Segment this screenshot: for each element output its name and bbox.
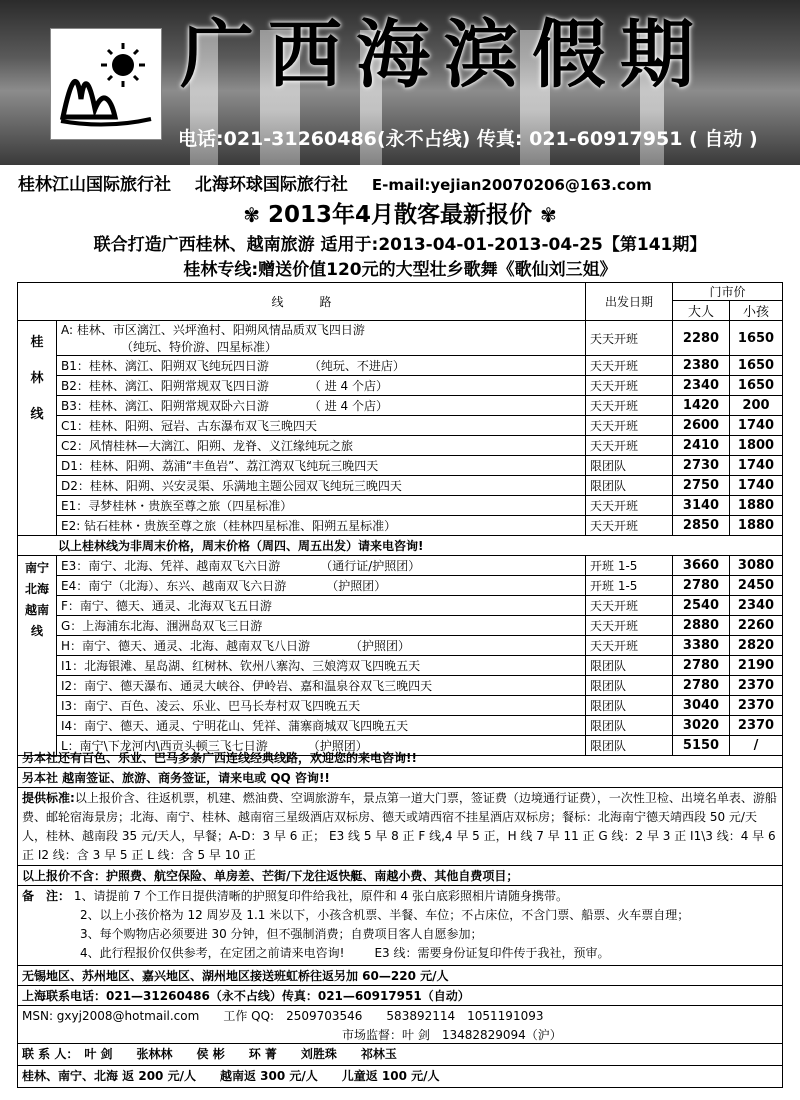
route-cell — [57, 496, 586, 516]
adult-price: 3660 — [673, 556, 730, 576]
note-2: 2、以上小孩价格为 12 周岁及 1.1 米以下，小孩含机票、半餐、车位；不占床位，不含门票、船票、火车票自理； — [80, 908, 690, 922]
ornament-icon: ✾ — [540, 203, 557, 227]
agency-1: 桂林江山国际旅行社 — [18, 175, 171, 195]
info-contact — [17, 986, 783, 1006]
route-cell — [57, 676, 586, 696]
child-price: 1880 — [730, 496, 783, 516]
adult-price: 2380 — [673, 356, 730, 376]
route-text: D1：桂林、阳朔、荔浦“丰鱼岩”、荔江湾双飞纯玩三晚四天 — [61, 459, 379, 473]
date-cell: 天天开班 — [586, 321, 673, 356]
table-row — [18, 476, 783, 496]
date-cell: 天天开班 — [586, 516, 673, 536]
price-table — [17, 282, 783, 756]
route-note: （护照团） — [326, 579, 387, 593]
date-cell: 天天开班 — [586, 596, 673, 616]
subtitle: 联合打造广西桂林、越南旅游 适用于:2013-04-01-2013-04-25【第141期】 — [93, 235, 707, 255]
mountain-sun-icon — [51, 29, 161, 139]
child-price: 1650 — [730, 321, 783, 356]
table-row — [18, 576, 783, 596]
note-4b: E3 线：需要身份证复印件传于我社，预审。 — [374, 946, 610, 960]
adult-price: 2880 — [673, 616, 730, 636]
route-text: B3：桂林、漓江、阳朔常规双卧六日游 — [61, 399, 269, 413]
info-provide — [17, 788, 783, 866]
adult-price: 2280 — [673, 321, 730, 356]
col-child: 小孩 — [730, 301, 783, 321]
route-cell — [57, 556, 586, 576]
msn: MSN: gxyj2008@hotmail.com — [22, 1009, 200, 1023]
date-cell: 开班 1-5 — [586, 556, 673, 576]
date-cell: 天天开班 — [586, 376, 673, 396]
adult-price: 2340 — [673, 376, 730, 396]
route-text: A: 桂林、市区漓江、兴坪渔村、阳朔风情品质双飞四日游 — [61, 323, 365, 337]
col-adult: 大人 — [673, 301, 730, 321]
route-text: F：南宁、德天、通灵、北海双飞五日游 — [61, 599, 272, 613]
child-price: 2370 — [730, 696, 783, 716]
region-label — [18, 321, 57, 536]
extra-routes: 另本社还有百色、乐业、巴马多条广西连线经典线路，欢迎您的来电咨询!! — [22, 751, 417, 765]
adult-price: 2780 — [673, 676, 730, 696]
provide-label: 提供标准: — [22, 791, 75, 805]
date-cell: 天天开班 — [586, 436, 673, 456]
child-price: 1740 — [730, 476, 783, 496]
child-price: 200 — [730, 396, 783, 416]
info-refund — [17, 1066, 783, 1088]
table-row — [18, 616, 783, 636]
region-char: 桂 — [30, 335, 44, 350]
table-row — [18, 456, 783, 476]
child-price: 1740 — [730, 416, 783, 436]
header-banner — [0, 0, 800, 165]
table-row — [18, 656, 783, 676]
date-cell: 限团队 — [586, 736, 673, 756]
route-text: E1：寻梦桂林・贵族至尊之旅（四星标准） — [61, 499, 293, 513]
guilin-rows — [18, 321, 783, 536]
header-contact: 电话:021-31260486(永不占线) 传真: 021-60917951 ( 自动 ) — [178, 128, 758, 150]
note-4: 4、此行程报价仅供参考，在定团之前请来电咨询! — [80, 946, 345, 960]
route-text: E4：南宁（北海）、东兴、越南双飞六日游 — [61, 579, 287, 593]
qq: 工作 QQ: 2509703546 583892114 1051191093 — [223, 1009, 544, 1023]
child-price: 2370 — [730, 676, 783, 696]
info-notes — [17, 886, 783, 966]
adult-price: 1420 — [673, 396, 730, 416]
info-exclude — [17, 866, 783, 886]
route-note: （通行证/护照团） — [320, 559, 421, 573]
route-cell — [57, 596, 586, 616]
date-cell: 限团队 — [586, 656, 673, 676]
date-cell: 限团队 — [586, 456, 673, 476]
route-text: I4：南宁、德天、通灵、宁明花山、凭祥、蒲寨商城双飞四晚五天 — [61, 719, 409, 733]
region-char: 南宁 — [24, 561, 49, 575]
notes-label: 备 注： — [22, 889, 71, 903]
route-text: E3：南宁、北海、凭祥、越南双飞六日游 — [61, 559, 281, 573]
child-price: 1740 — [730, 456, 783, 476]
adult-price: 3040 — [673, 696, 730, 716]
route-text: C2：风情桂林—大漓江、阳朔、龙脊、义江缘纯玩之旅 — [61, 439, 354, 453]
route-cell — [57, 696, 586, 716]
route-note: （护照团） — [307, 739, 368, 753]
child-price: 1880 — [730, 516, 783, 536]
adult-price: 2540 — [673, 596, 730, 616]
date-cell: 天天开班 — [586, 356, 673, 376]
table-row — [18, 396, 783, 416]
route-text: D2：桂林、阳朔、兴安灵渠、乐满地主题公园双飞纯玩三晚四天 — [61, 479, 402, 493]
region-label — [18, 556, 57, 756]
date-cell: 限团队 — [586, 476, 673, 496]
date-cell: 限团队 — [586, 676, 673, 696]
adult-price: 2750 — [673, 476, 730, 496]
headline — [0, 196, 800, 229]
col-route: 线 路 — [18, 283, 586, 321]
child-price: 2340 — [730, 596, 783, 616]
date-cell: 开班 1-5 — [586, 576, 673, 596]
route-text: I2：南宁、德天瀑布、通灵大峡谷、伊岭岩、嘉和温泉谷双飞三晚四天 — [61, 679, 433, 693]
region-char: 林 — [30, 371, 44, 386]
contacts: 联 系 人： 叶 剑 张林林 侯 彬 环 菁 刘胜珠 祁林玉 — [22, 1047, 397, 1061]
date-cell: 天天开班 — [586, 416, 673, 436]
table-row — [18, 376, 783, 396]
route-note: （ 进 4 个店） — [308, 399, 388, 413]
route-cell — [57, 616, 586, 636]
route-cell — [57, 716, 586, 736]
sh-contact: 上海联系电话：021—31260486（永不占线）传真：021—60917951（自动） — [22, 989, 470, 1003]
route-cell — [57, 396, 586, 416]
info-extra-routes — [17, 748, 783, 768]
route-text: I1：北海银滩、星岛湖、红树林、钦州八寨沟、三娘湾双飞四晚五天 — [61, 659, 421, 673]
adult-price: 2780 — [673, 656, 730, 676]
info-people — [17, 1044, 783, 1066]
supervisor: 市场监督：叶 剑 13482829094（沪） — [342, 1028, 562, 1042]
table-row — [18, 676, 783, 696]
col-price: 门市价 — [673, 283, 783, 301]
child-price: 1800 — [730, 436, 783, 456]
child-price: 3080 — [730, 556, 783, 576]
table-row — [18, 356, 783, 376]
table-row — [18, 416, 783, 436]
refund: 桂林、南宁、北海 返 200 元/人 越南返 300 元/人 儿童返 100 元/人 — [22, 1069, 440, 1083]
route-text: I3：南宁、百色、凌云、乐业、巴马长寿村双飞四晚五天 — [61, 699, 361, 713]
child-price: 2370 — [730, 716, 783, 736]
date-cell: 天天开班 — [586, 496, 673, 516]
route-cell — [57, 516, 586, 536]
region-char: 线 — [30, 624, 43, 638]
date-cell: 限团队 — [586, 696, 673, 716]
route-cell — [57, 356, 586, 376]
region-char: 越南 — [24, 603, 49, 617]
route-text: G：上海浦东北海、涠洲岛双飞三日游 — [61, 619, 263, 633]
provide-text: 以上报价含、往返机票，机建、燃油费、空调旅游车，景点第一道大门票，签证费（边境通行证费），一次性卫检、出境名单表、游船费、邮轮宿海景房；北海、南宁、桂林、越南宿三星级酒店双标房、德天或靖西宿不挂星酒店双标房；餐标：北海南宁德天靖西段 50 元/天人，桂林、越南段 35 元/天人，早餐；A-D：3 早 6 正； E3 线 5 早 8 正 F 线,4 早 5 正，H 线 7 早 11 正 G 线：2 早 3 正 I1\3 线：4 早 6 正 I2 线：含 3 早 5 正 L 线：含 5 早 10 正 — [22, 791, 777, 862]
route-cell — [57, 436, 586, 456]
child-price: 2260 — [730, 616, 783, 636]
table-row — [18, 321, 783, 356]
child-price: 1650 — [730, 356, 783, 376]
child-price: 1650 — [730, 376, 783, 396]
promo-line: 桂林专线:赠送价值120元的大型壮乡歌舞《歌仙刘三姐》 — [183, 260, 617, 280]
ornament-icon: ✾ — [243, 203, 260, 227]
table-row — [18, 516, 783, 536]
child-price: / — [730, 736, 783, 756]
route-cell — [57, 656, 586, 676]
exclude-text: 以上报价不含：护照费、航空保险、单房差、芒街/下龙往返快艇、南越小费、其他自费项目； — [22, 869, 519, 883]
nanning-rows — [18, 556, 783, 756]
route-note: （护照团） — [350, 639, 411, 653]
route-cell — [57, 321, 586, 356]
date-cell: 天天开班 — [586, 636, 673, 656]
info-msn — [17, 1006, 783, 1044]
child-price: 2450 — [730, 576, 783, 596]
col-date: 出发日期 — [586, 283, 673, 321]
route-note: （ 进 4 个店） — [308, 379, 388, 393]
adult-price: 2850 — [673, 516, 730, 536]
adult-price: 3020 — [673, 716, 730, 736]
route-cell — [57, 416, 586, 436]
transfer-text: 无锡地区、苏州地区、嘉兴地区、湖州地区接送班虹桥往返另加 60—220 元/人 — [22, 969, 449, 983]
table-row — [18, 696, 783, 716]
route-text: B2：桂林、漓江、阳朔常规双飞四日游 — [61, 379, 269, 393]
email: E-mail:yejian20070206@163.com — [371, 176, 652, 194]
route-text: L：南宁\下龙河内\西贡头顿三飞七日游 — [61, 739, 268, 753]
route-cell — [57, 476, 586, 496]
route-cell — [57, 456, 586, 476]
adult-price: 5150 — [673, 736, 730, 756]
date-cell: 限团队 — [586, 716, 673, 736]
route-text: E2: 钻石桂林・贵族至尊之旅（桂林四星标准、阳朔五星标准） — [61, 519, 397, 533]
note-1: 1、请提前 7 个工作日提供清晰的护照复印件给我社，原件和 4 张白底彩照相片请随身携带。 — [73, 889, 569, 903]
route-cell — [57, 576, 586, 596]
region-char: 北海 — [24, 582, 49, 596]
adult-price: 2600 — [673, 416, 730, 436]
route-cell — [57, 376, 586, 396]
weekend-note: 以上桂林线为非周末价格，周末价格（周四、周五出发）请来电咨询! — [18, 536, 783, 556]
agency-line — [18, 170, 670, 195]
route-text: B1：桂林、漓江、阳朔双飞纯玩四日游 — [61, 359, 269, 373]
adult-price: 3380 — [673, 636, 730, 656]
date-cell: 天天开班 — [586, 616, 673, 636]
route-text: H：南宁、德天、通灵、北海、越南双飞八日游 — [61, 639, 311, 653]
info-transfer — [17, 966, 783, 986]
date-cell: 天天开班 — [586, 396, 673, 416]
route-cell — [57, 636, 586, 656]
adult-price: 2410 — [673, 436, 730, 456]
child-price: 2190 — [730, 656, 783, 676]
table-row — [18, 496, 783, 516]
table-row — [18, 556, 783, 576]
child-price: 2820 — [730, 636, 783, 656]
adult-price: 3140 — [673, 496, 730, 516]
headline-text: 2013年4月散客最新报价 — [267, 202, 533, 228]
region-char: 线 — [30, 407, 44, 422]
table-row — [18, 636, 783, 656]
company-logo — [50, 28, 162, 140]
adult-price: 2730 — [673, 456, 730, 476]
brand-title: 广西海滨假期 — [180, 12, 708, 98]
table-row — [18, 436, 783, 456]
route-note: （纯玩、不进店） — [308, 359, 405, 373]
adult-price: 2780 — [673, 576, 730, 596]
note-3: 3、每个购物店必须要进 30 分钟，但不强制消费；自费项目客人自愿参加； — [80, 927, 483, 941]
agency-2: 北海环球国际旅行社 — [194, 175, 348, 195]
visa-note: 另本社 越南签证、旅游、商务签证，请来电或 QQ 咨询!! — [22, 771, 330, 785]
table-row — [18, 716, 783, 736]
info-visa — [17, 768, 783, 788]
route-note: （纯玩、特价游、四星标准） — [121, 340, 278, 354]
table-row — [18, 596, 783, 616]
route-text: C1：桂林、阳朔、冠岩、古东瀑布双飞三晚四天 — [61, 419, 318, 433]
